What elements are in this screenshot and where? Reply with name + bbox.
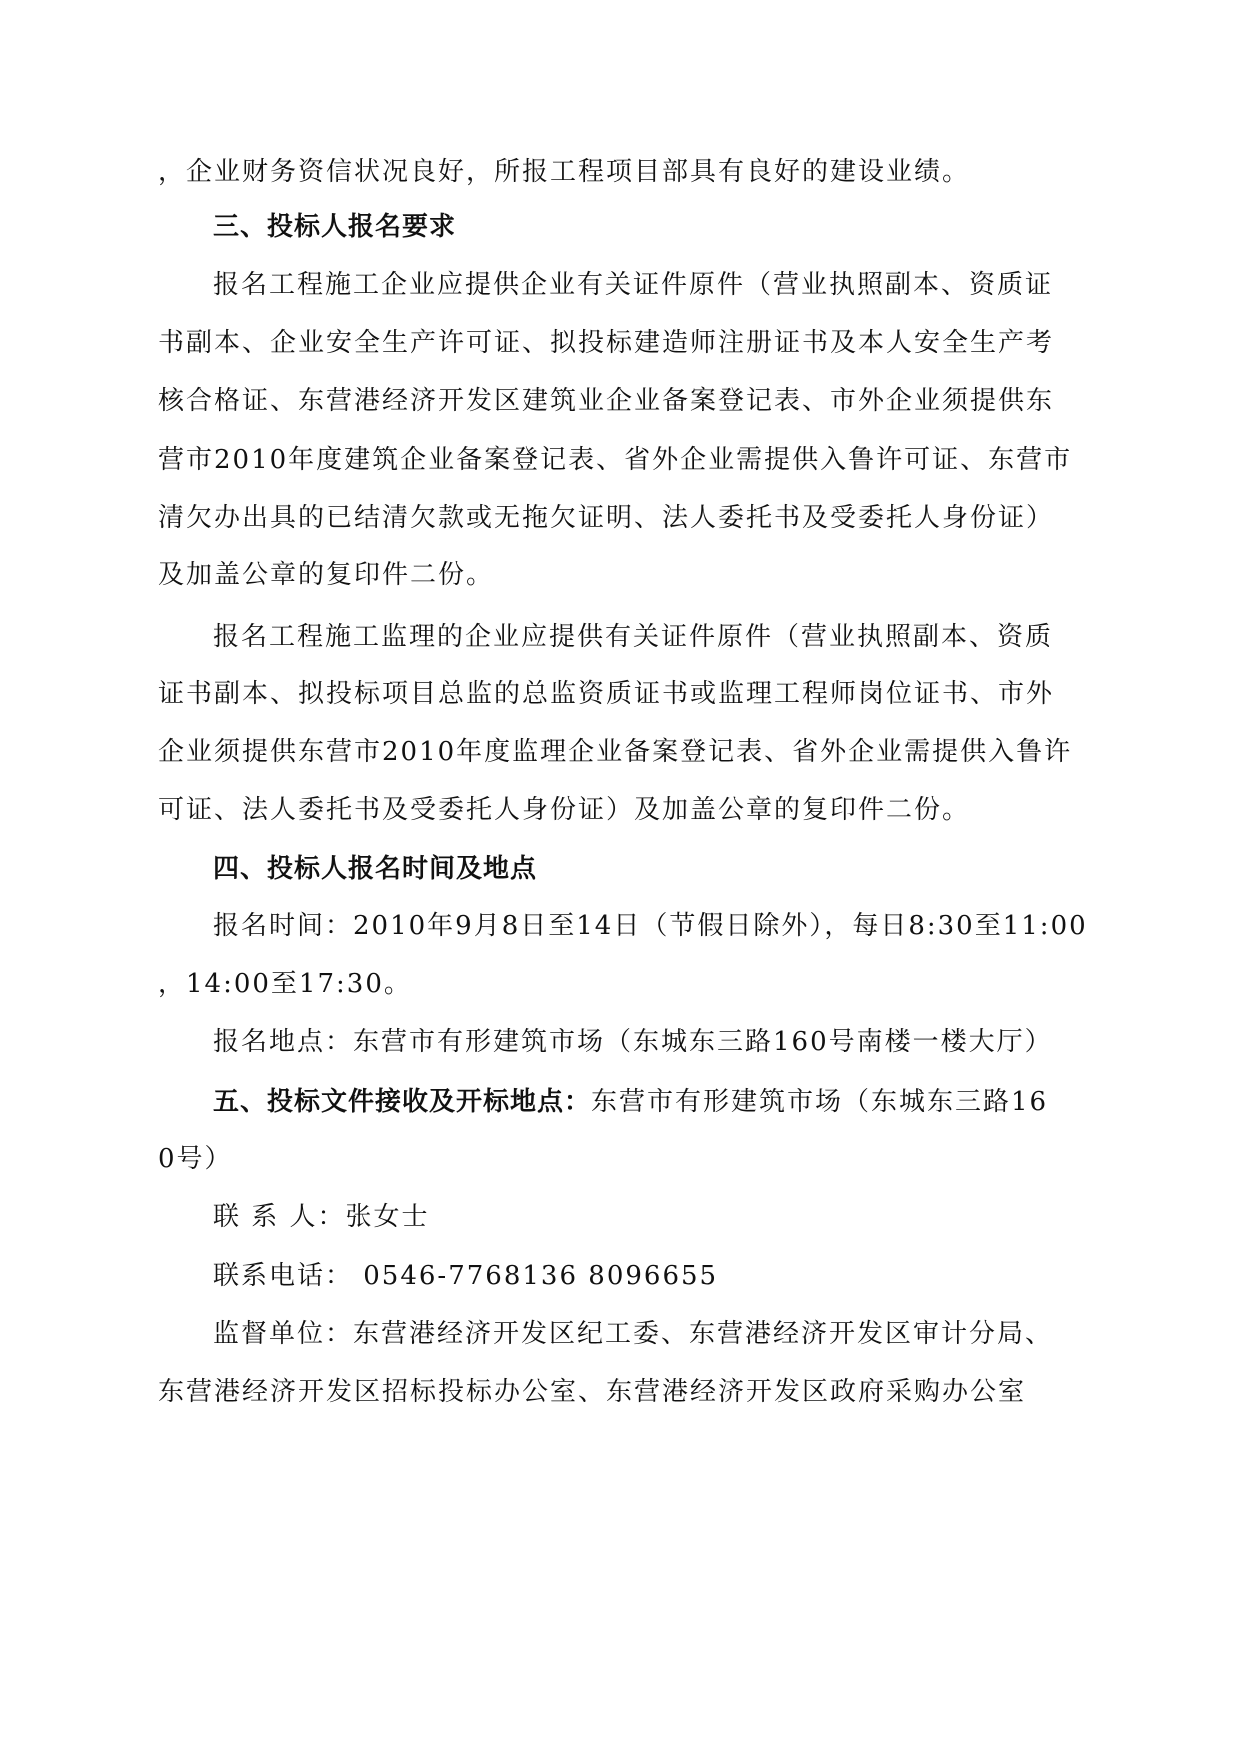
text-line: 可证、法人委托书及受委托人身份证）及加盖公章的复印件二份。 (158, 795, 971, 825)
section-heading-4: 四、投标人报名时间及地点 (213, 854, 538, 884)
text-line: 证书副本、拟投标项目总监的总监资质证书或监理工程师岗位证书、市外 (158, 679, 1055, 709)
text-line: 报名工程施工监理的企业应提供有关证件原件（营业执照副本、资质 (213, 622, 1054, 652)
text-line: 东营港经济开发区招标投标办公室、东营港经济开发区政府采购办公室 (158, 1377, 1027, 1407)
registration-time: 报名时间：2010年9月8日至14日（节假日除外），每日8:30至11:00 (213, 911, 1088, 941)
section-heading-5: 五、投标文件接收及开标地点： (213, 1087, 592, 1117)
text-line: 0号） (158, 1144, 233, 1174)
text-line: 企业须提供东营市2010年度监理企业备案登记表、省外企业需提供入鲁许 (158, 737, 1073, 767)
text-line: 营市2010年度建筑企业备案登记表、省外企业需提供入鲁许可证、东营市 (158, 445, 1073, 475)
text-line: 书副本、企业安全生产许可证、拟投标建造师注册证书及本人安全生产考 (158, 328, 1055, 358)
text-line: ，14:00至17:30。 (158, 969, 412, 999)
registration-location: 报名地点：东营市有形建筑市场（东城东三路160号南楼一楼大厅） (213, 1027, 1053, 1057)
section-heading-3: 三、投标人报名要求 (213, 212, 457, 242)
text-line: ，企业财务资信状况良好，所报工程项目部具有良好的建设业绩。 (158, 157, 971, 187)
text-line: 报名工程施工企业应提供企业有关证件原件（营业执照副本、资质证 (213, 270, 1054, 300)
supervision-units: 监督单位：东营港经济开发区纪工委、东营港经济开发区审计分局、 (213, 1319, 1054, 1349)
text-line: 清欠办出具的已结清欠款或无拖欠证明、法人委托书及受委托人身份证） (158, 503, 1055, 533)
contact-person: 联 系 人：张女士 (213, 1202, 430, 1232)
bid-location: 东营市有形建筑市场（东城东三路16 (591, 1087, 1049, 1117)
section-heading-5-line (213, 1082, 1153, 1122)
contact-phone: 联系电话： 0546-7768136 8096655 (213, 1261, 719, 1291)
text-line: 及加盖公章的复印件二份。 (158, 560, 495, 590)
text-line: 核合格证、东营港经济开发区建筑业企业备案登记表、市外企业须提供东 (158, 386, 1055, 416)
